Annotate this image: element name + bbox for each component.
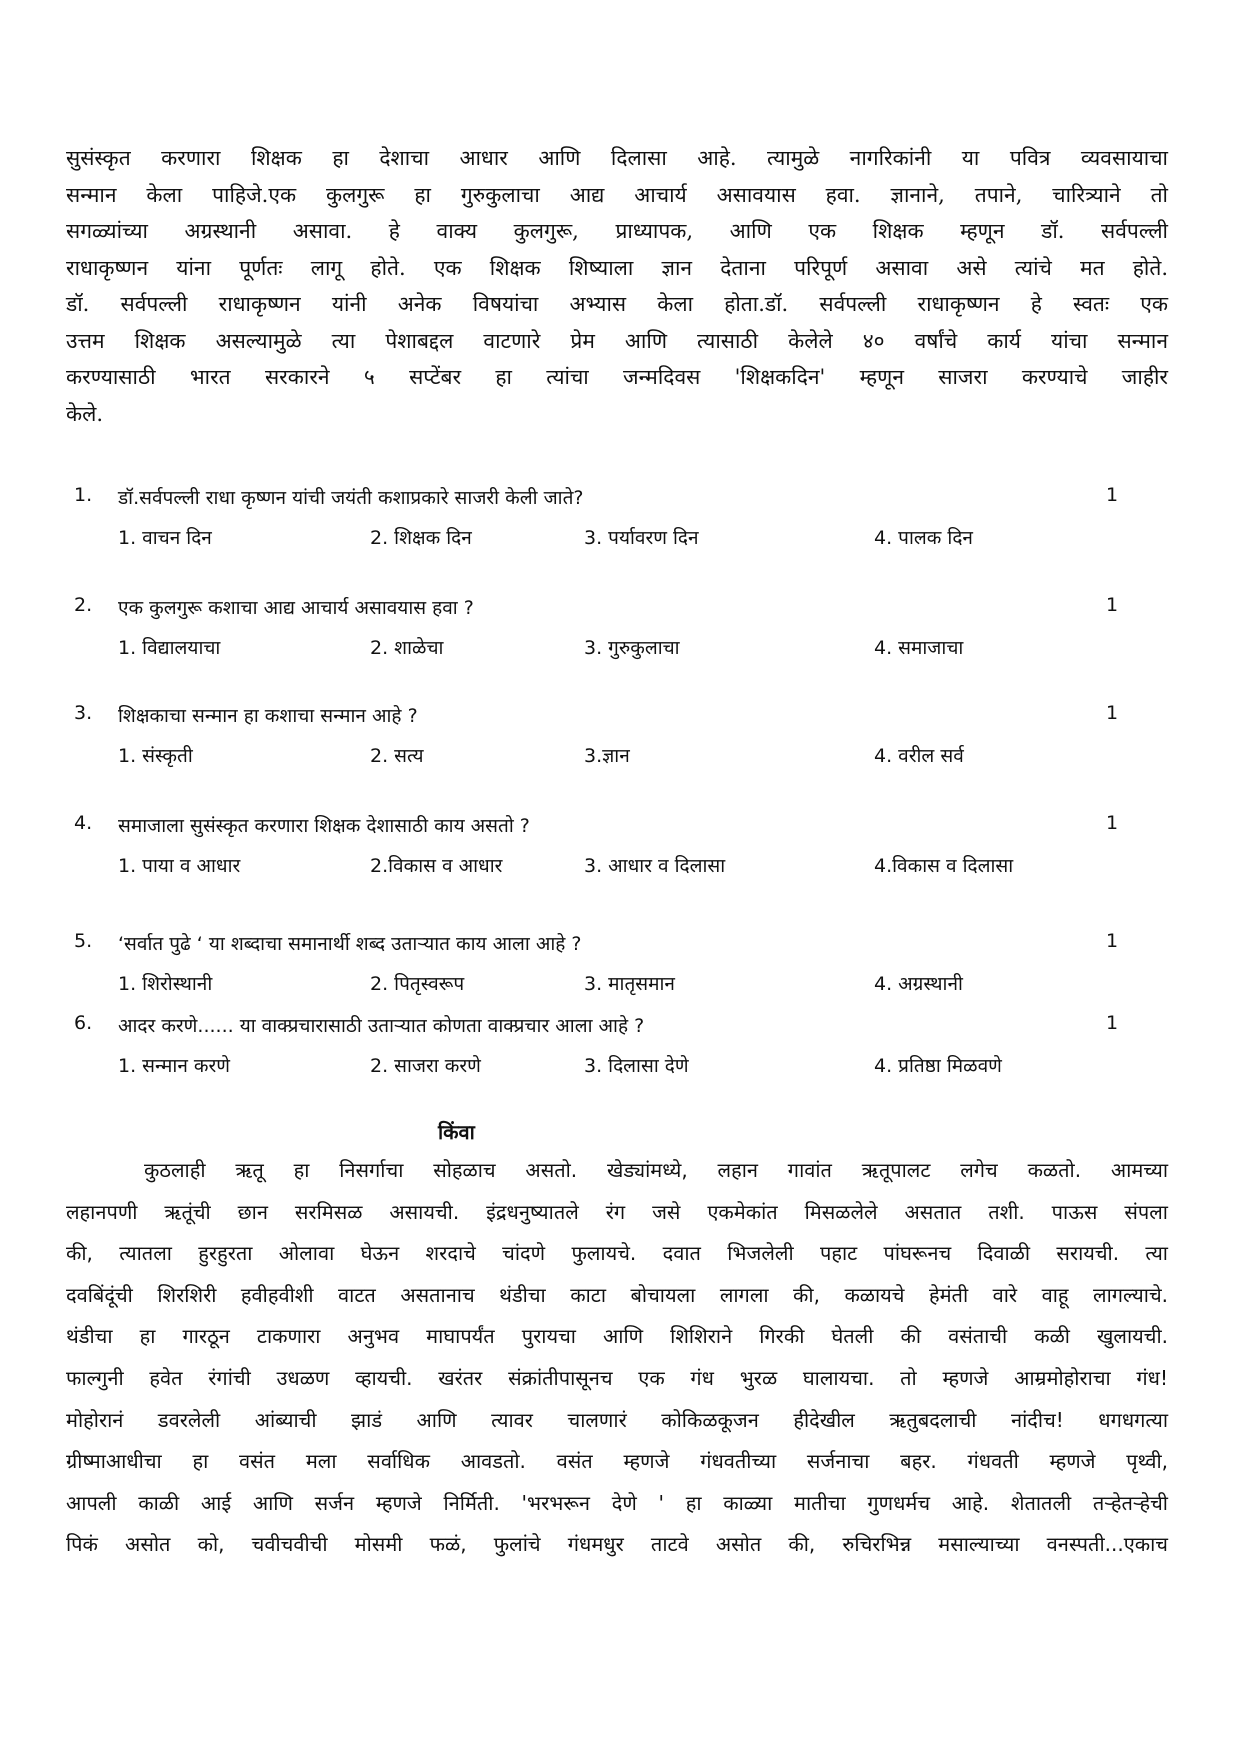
question-4 xyxy=(74,812,1124,892)
passage-line: केले. xyxy=(66,401,104,426)
option-2: 2. शाळेचा xyxy=(370,637,444,659)
passage-line: कुठलाही ऋतू हा निसर्गाचा सोहळाच असतो. खेड्यांमध्ये, लहान गावांत ऋतूपालट लगेच कळतो. आमच्या xyxy=(144,1158,1168,1182)
question-text: समाजाला सुसंस्कृत करणारा शिक्षक देशासाठी काय असतो ? xyxy=(118,815,530,837)
question-marks: 1 xyxy=(1106,1012,1119,1034)
option-2: 2. साजरा करणे xyxy=(370,1055,481,1077)
option-2: 2. सत्य xyxy=(370,745,424,767)
passage-line: फाल्गुनी हवेत रंगांची उधळण व्हायची. खरंतर संक्रांतीपासूनच एक गंध भुरळ घालायचा. तो म्हणजे आम्रमोहोराचा गंध! xyxy=(66,1365,1168,1390)
passage-line: लहानपणी ऋतूंची छान सरमिसळ असायची. इंद्रधनुष्यातले रंग जसे एकमेकांत मिसळलेले असतात तशी. पाऊस संपला xyxy=(66,1199,1168,1224)
option-1: 1. वाचन दिन xyxy=(118,527,212,549)
option-1: 1. सन्मान करणे xyxy=(118,1055,231,1077)
option-3: 3.ज्ञान xyxy=(584,745,630,767)
passage-line: ग्रीष्माआधीचा हा वसंत मला सर्वाधिक आवडतो. वसंत म्हणजे गंधवतीच्या सर्जनाचा बहर. गंधवती म्हणजे पृथ्वी, xyxy=(66,1449,1168,1474)
option-1: 1. पाया व आधार xyxy=(118,855,241,877)
option-3: 3. आधार व दिलासा xyxy=(584,855,726,877)
question-number: 1. xyxy=(74,484,93,506)
passage-line: आपली काळी आई आणि सर्जन म्हणजे निर्मिती. 'भरभरून देणे ' हा काळ्या मातीचा गुणधर्मच आहे. शेतातली तऱ्हेतऱ्हेची xyxy=(66,1490,1168,1515)
passage-line: दवबिंदूंची शिरशिरी हवीहवीशी वाटत असतानाच थंडीचा काटा बोचायला लागला की, कळायचे हेमंती वारे वाहू लागल्याचे. xyxy=(66,1282,1168,1307)
option-2: 2. पितृस्वरूप xyxy=(370,973,465,995)
question-marks: 1 xyxy=(1106,594,1119,616)
passage-line: सगळ्यांच्या अग्रस्थानी असावा. हे वाक्य कुलगुरू, प्राध्यापक, आणि एक शिक्षक म्हणून डॉ. सर्वपल्ली xyxy=(66,219,1168,243)
option-3: 3. गुरुकुलाचा xyxy=(584,637,680,659)
comprehension-passage xyxy=(66,140,1168,432)
question-number: 4. xyxy=(74,812,93,834)
question-text: शिक्षकाचा सन्मान हा कशाचा सन्मान आहे ? xyxy=(118,705,418,727)
option-4: 4. प्रतिष्ठा मिळवणे xyxy=(874,1055,1002,1077)
option-1: 1. शिरोस्थानी xyxy=(118,973,213,995)
passage-line: उत्तम शिक्षक असल्यामुळे त्या पेशाबद्दल वाटणारे प्रेम आणि त्यासाठी केलेले ४० वर्षांचे कार्य यांचा सन्मान xyxy=(66,328,1168,353)
option-1: 1. विद्यालयाचा xyxy=(118,637,221,659)
option-4: 4. समाजाचा xyxy=(874,637,964,659)
passage-line: थंडीचा हा गारठून टाकणारा अनुभव माघापर्यंत पुरायचा आणि शिशिराने गिरकी घेतली की वसंताची कळी खुलायची. xyxy=(66,1324,1168,1349)
passage-line: सन्मान केला पाहिजे.एक कुलगुरू हा गुरुकुलाचा आद्य आचार्य असावयास हवा. ज्ञानाने, तपाने, चारित्र्याने तो xyxy=(66,182,1168,207)
question-3 xyxy=(74,702,1124,782)
question-marks: 1 xyxy=(1106,702,1119,724)
passage-line: सुसंस्कृत करणारा शिक्षक हा देशाचा आधार आणि दिलासा आहे. त्यामुळे नागरिकांनी या पवित्र व्यवसायाचा xyxy=(66,146,1168,170)
question-1 xyxy=(74,484,1124,564)
option-1: 1. संस्कृती xyxy=(118,745,193,767)
question-marks: 1 xyxy=(1106,930,1119,952)
question-number: 3. xyxy=(74,702,93,724)
or-heading: किंवा xyxy=(438,1120,475,1144)
question-number: 2. xyxy=(74,594,93,616)
alternate-passage xyxy=(66,1150,1168,1566)
option-4: 4. वरील सर्व xyxy=(874,745,964,767)
option-4: 4.विकास व दिलासा xyxy=(874,855,1014,877)
passage-line: की, त्यातला हुरहुरता ओलावा घेऊन शरदाचे चांदणे फुलायचे. दवात भिजलेली पहाट पांघरूनच दिवाळी सरायची. त्या xyxy=(66,1241,1168,1266)
passage-line: राधाकृष्णन यांना पूर्णतः लागू होते. एक शिक्षक शिष्याला ज्ञान देताना परिपूर्ण असावा असे त्यांचे मत होते. xyxy=(66,255,1168,280)
option-4: 4. पालक दिन xyxy=(874,527,973,549)
question-text: आदर करणे...... या वाक्प्रचारासाठी उताऱ्यात कोणता वाक्प्रचार आला आहे ? xyxy=(118,1015,645,1037)
passage-line: डॉ. सर्वपल्ली राधाकृष्णन यांनी अनेक विषयांचा अभ्यास केला होता.डॉ. सर्वपल्ली राधाकृष्णन हे स्वतः एक xyxy=(66,292,1168,316)
option-4: 4. अग्रस्थानी xyxy=(874,973,963,995)
question-marks: 1 xyxy=(1106,812,1119,834)
question-text: डॉ.सर्वपल्ली राधा कृष्णन यांची जयंती कशाप्रकारे साजरी केली जाते? xyxy=(118,487,584,509)
passage-line: पिकं असोत को, चवीचवीची मोसमी फळं, फुलांचे गंधमधुर ताटवे असोत की, रुचिरभिन्न मसाल्याच्या वनस्पती...एकाच xyxy=(66,1532,1168,1557)
question-marks: 1 xyxy=(1106,484,1119,506)
question-2 xyxy=(74,594,1124,674)
question-number: 6. xyxy=(74,1012,93,1034)
question-5 xyxy=(74,930,1124,1010)
question-6 xyxy=(74,1012,1124,1092)
option-2: 2. शिक्षक दिन xyxy=(370,527,472,549)
question-text: ‘सर्वात पुढे ‘ या शब्दाचा समानार्थी शब्द उताऱ्यात काय आला आहे ? xyxy=(118,933,582,955)
passage-line: करण्यासाठी भारत सरकारने ५ सप्टेंबर हा त्यांचा जन्मदिवस 'शिक्षकदिन' म्हणून साजरा करण्याचे जाहीर xyxy=(66,365,1168,389)
question-number: 5. xyxy=(74,930,93,952)
option-3: 3. पर्यावरण दिन xyxy=(584,527,699,549)
question-text: एक कुलगुरू कशाचा आद्य आचार्य असावयास हवा ? xyxy=(118,597,474,619)
option-2: 2.विकास व आधार xyxy=(370,855,503,877)
option-3: 3. दिलासा देणे xyxy=(584,1055,689,1077)
option-3: 3. मातृसमान xyxy=(584,973,675,995)
passage-line: मोहोरानं डवरलेली आंब्याची झाडं आणि त्यावर चालणारं कोकिळकूजन हीदेखील ऋतुबदलाची नांदीच! धगधगत्या xyxy=(66,1407,1168,1432)
